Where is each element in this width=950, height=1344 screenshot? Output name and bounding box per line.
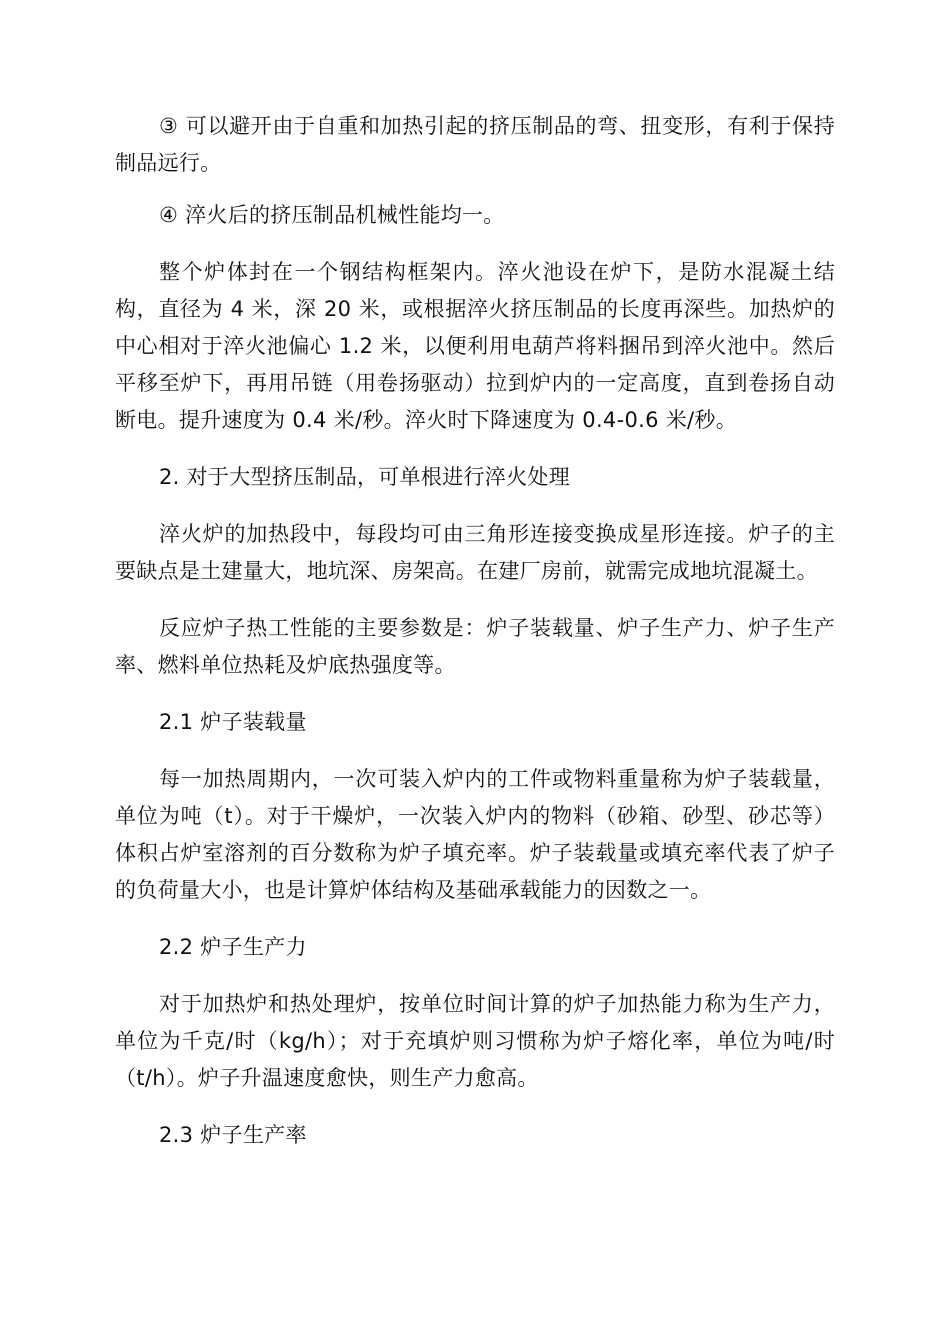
paragraph-heating-section: 淬火炉的加热段中，每段均可由三角形连接变换成星形连接。炉子的主要缺点是土建量大，地坑深、房架高。在建厂房前，就需完成地坑混凝土。 [115,522,835,583]
paragraph-advantage-4: ④ 淬火后的挤压制品机械性能均一。 [159,203,505,227]
paragraph-main-parameters: 反应炉子热工性能的主要参数是：炉子装载量、炉子生产力、炉子生产率、燃料单位热耗及炉底热强度等。 [115,616,835,677]
paragraph-furnace-load: 每一加热周期内，一次可装入炉内的工件或物料重量称为炉子装载量，单位为吨（t）。对于干燥炉，一次装入炉内的物料（砂箱、砂型、砂芯等）体积占炉室溶剂的百分数称为炉子填充率。炉子装载量或填充率代表了炉子的负荷量大小，也是计算炉体结构及基础承载能力的因数之一。 [115,767,835,902]
section-heading-2-1: 2.1 炉子装载量 [159,710,307,734]
paragraph-furnace-structure: 整个炉体封在一个钢结构框架内。淬火池设在炉下，是防水混凝土结构，直径为 4 米，深 20 米，或根据淬火挤压制品的长度再深些。加热炉的中心相对于淬火池偏心 1.2 米，以便利用电葫芦将料捆吊到淬火池中。然后平移至炉下，再用吊链（用卷扬驱动）拉到炉内的一定高度，直到卷扬自动断电。提升速度为 0.4 米/秒。淬火时下降速度为 0.4-0.6 米/秒。 [115,260,835,432]
section-heading-large-products: 2. 对于大型挤压制品，可单根进行淬火处理 [159,465,571,489]
section-heading-2-3: 2.3 炉子生产率 [159,1123,307,1147]
section-heading-2-2: 2.2 炉子生产力 [159,935,307,959]
paragraph-advantage-3: ③ 可以避开由于自重和加热引起的挤压制品的弯、扭变形，有利于保持制品远行。 [115,114,835,175]
document-body [115,108,835,1174]
paragraph-furnace-productivity: 对于加热炉和热处理炉，按单位时间计算的炉子加热能力称为生产力，单位为千克/时（kg/h）；对于充填炉则习惯称为炉子熔化率，单位为吨/时（t/h）。炉子升温速度愈快，则生产力愈高。 [115,992,835,1090]
